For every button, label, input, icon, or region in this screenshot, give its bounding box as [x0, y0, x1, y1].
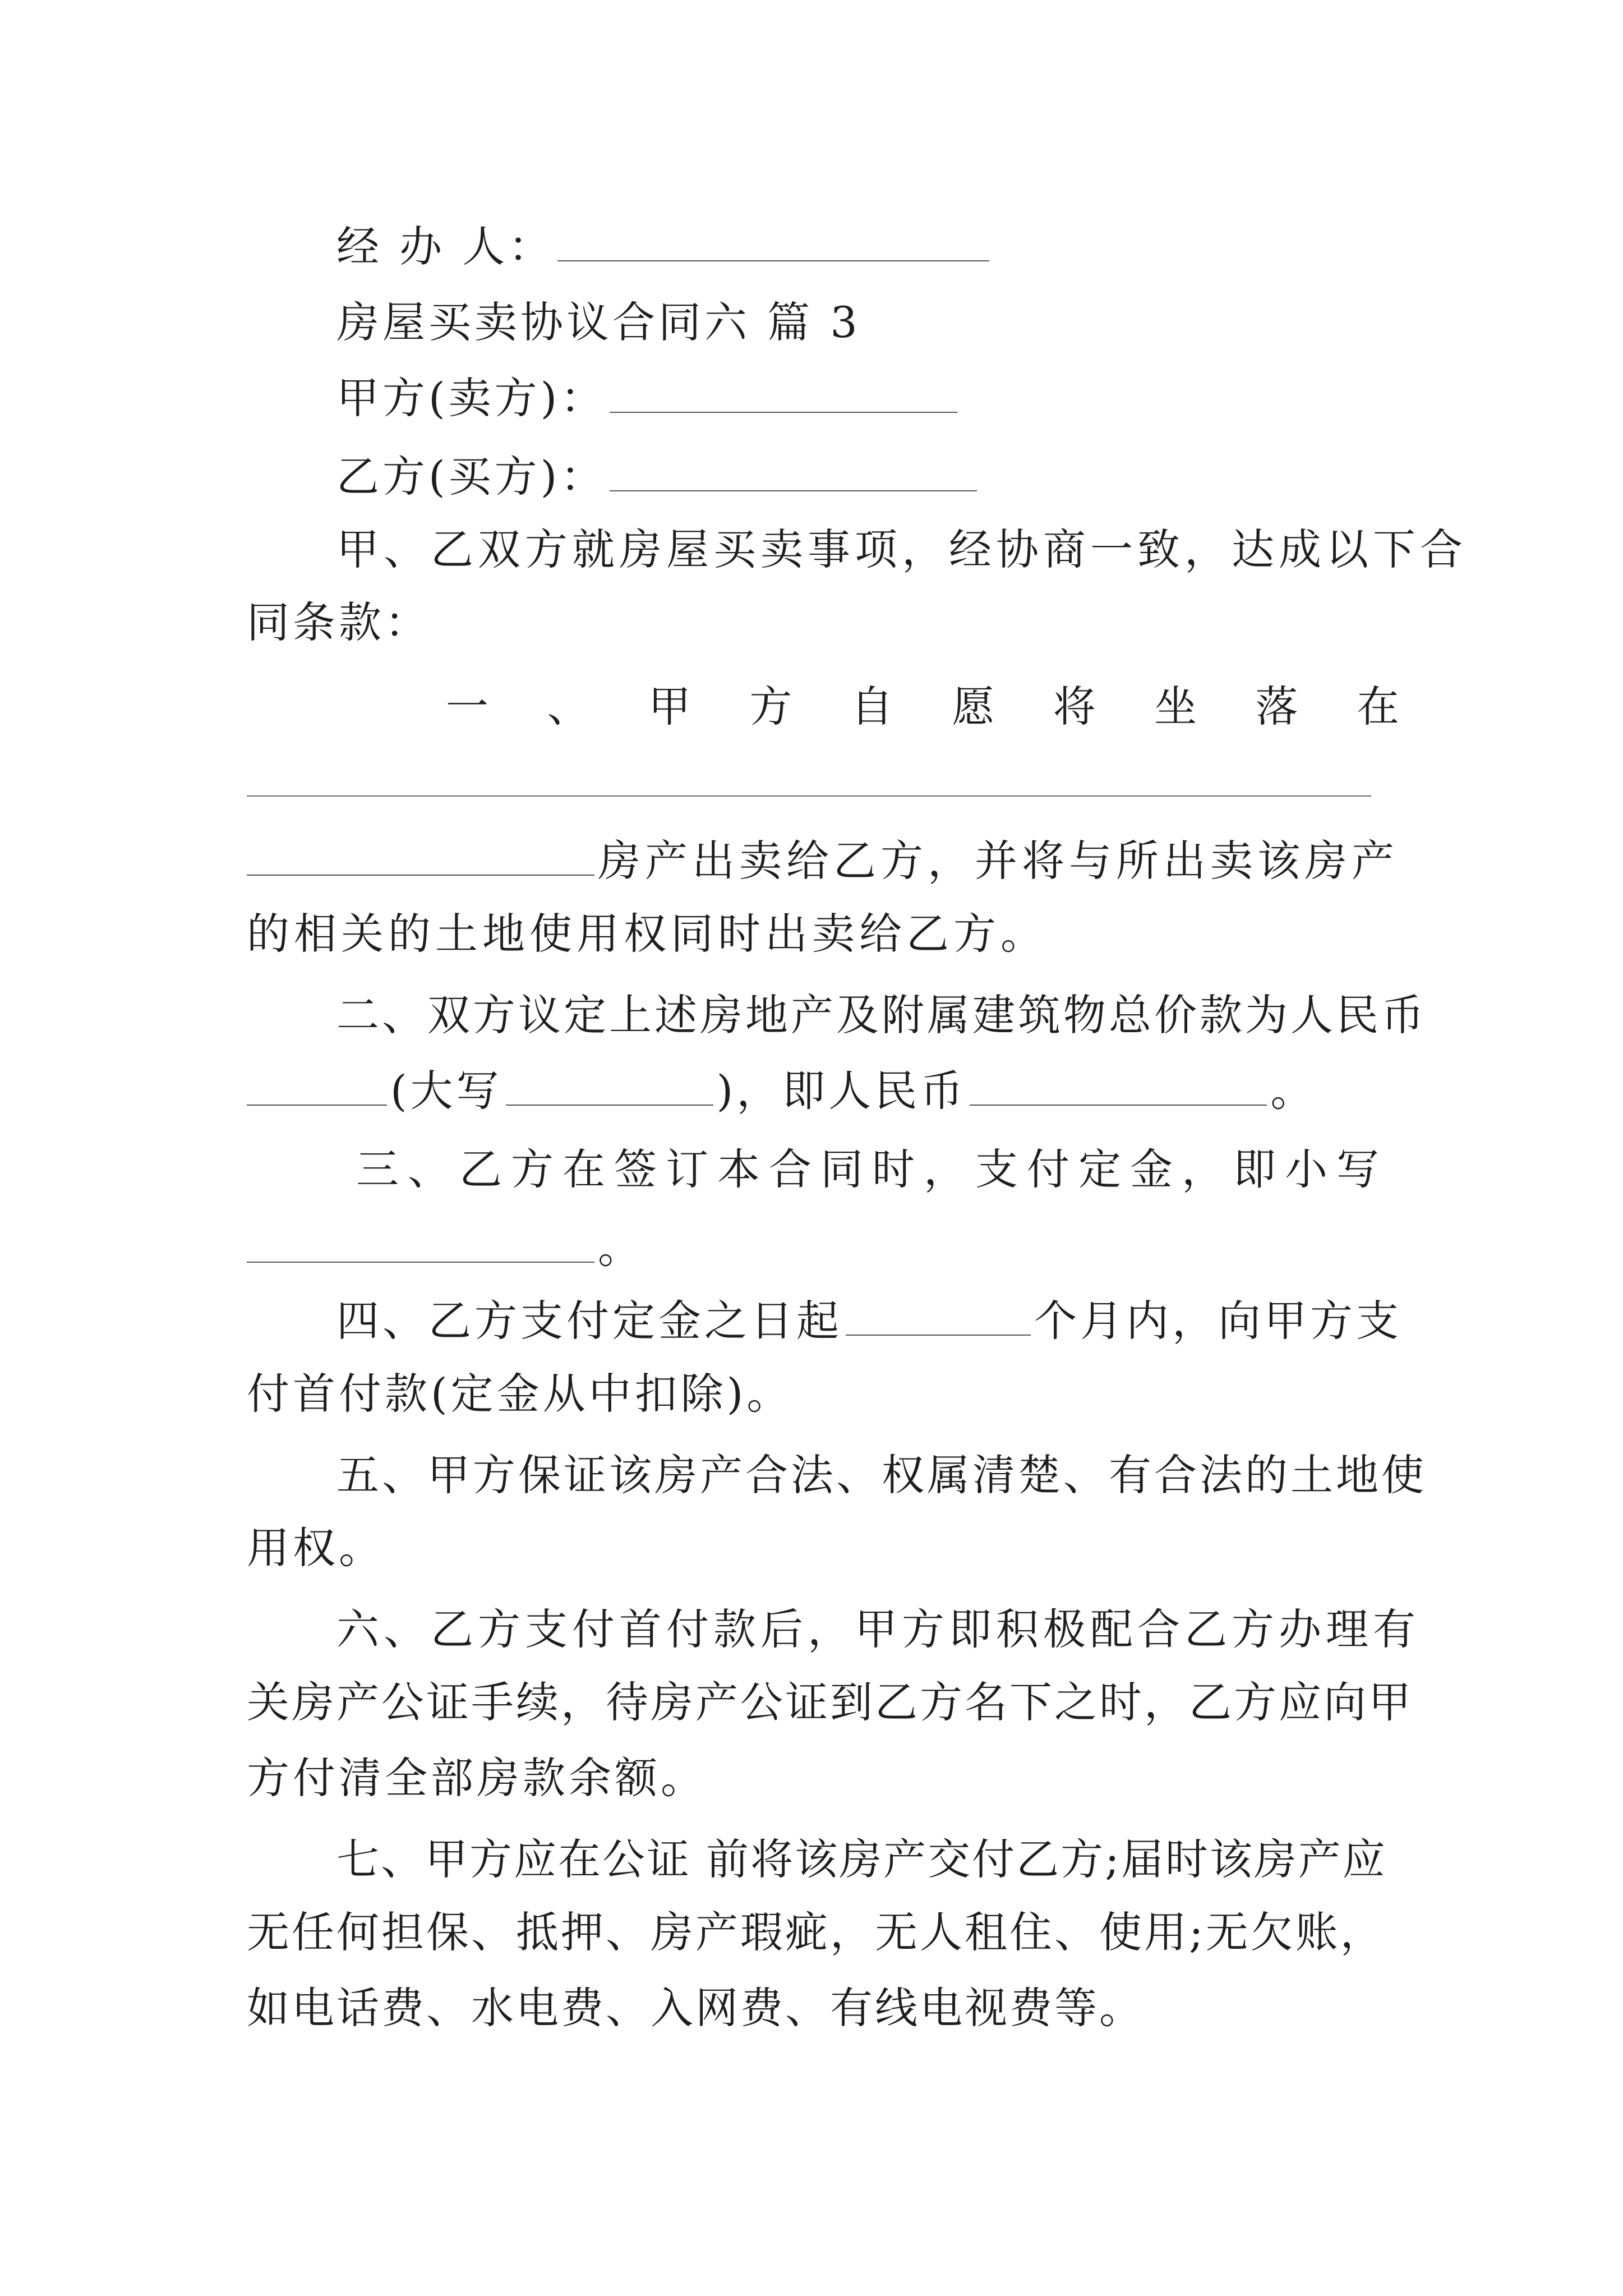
intro-line-2: 同条款： — [247, 597, 431, 647]
clause-4-text-a: 四、乙方支付定金之日起 — [336, 1296, 842, 1346]
party-a-label: 甲方(卖方)： — [336, 373, 607, 423]
clause-7-line-2: 无任何担保、抵押、房产瑕疵，无人租住、使用;无欠账， — [247, 1907, 1385, 1957]
clause-1-char: 在 — [1356, 682, 1399, 731]
deposit-blank — [247, 1222, 594, 1263]
address-blank-2 — [247, 835, 594, 876]
clause-1-char: 、 — [547, 682, 590, 731]
clause-1-char: 甲 — [648, 682, 691, 731]
clause-1-spaced-line — [446, 679, 1399, 735]
clause-1-line-4: 的相关的土地使用权同时出卖给乙方。 — [247, 909, 1048, 959]
party-b-label: 乙方(买方)： — [336, 452, 607, 501]
clause-3-line-2 — [247, 1220, 644, 1276]
intro-line-1: 甲、乙双方就房屋买卖事项，经协商一致，达成以下合 — [336, 524, 1467, 574]
clause-2-line-1: 二、双方议定上述房地产及附属建筑物总价款为人民币 — [336, 990, 1427, 1040]
party-a-blank — [610, 372, 957, 413]
price-rmb-blank — [970, 1065, 1267, 1106]
handler-line — [336, 219, 993, 275]
clause-1-char: 一 — [446, 682, 488, 731]
clause-6-line-2: 关房产公证手续，待房产公证到乙方名下之时，乙方应向甲 — [247, 1677, 1413, 1727]
clause-6-line-3: 方付清全部房款余额。 — [247, 1753, 707, 1803]
clause-1-char: 方 — [749, 682, 792, 731]
clause-2-rmb-label: )，即人民币 — [716, 1066, 967, 1116]
party-a-line — [336, 370, 961, 426]
party-b-blank — [610, 451, 977, 491]
clause-1-line-3 — [247, 833, 1399, 889]
clause-3-end: 。 — [598, 1223, 644, 1273]
price-blank — [247, 1065, 387, 1106]
clause-1-char: 将 — [1053, 682, 1096, 731]
clause-1-char: 自 — [850, 682, 893, 731]
months-blank — [846, 1295, 1031, 1336]
clause-5-line-2: 用权。 — [247, 1523, 385, 1573]
clause-2-daxie-label: (大写 — [390, 1066, 502, 1116]
clause-1-char: 坐 — [1154, 682, 1197, 731]
clause-4-line-1 — [336, 1293, 1402, 1349]
clause-7-line-1: 七、甲方应在公证 前将该房产交付乙方;届时该房产应 — [336, 1834, 1387, 1884]
clause-4-text-b: 个月内，向甲方支 — [1034, 1296, 1402, 1346]
clause-7-line-3: 如电话费、水电费、入网费、有线电视费等。 — [247, 1983, 1144, 2033]
clause-2-end: 。 — [1270, 1066, 1317, 1116]
price-daxie-blank — [506, 1065, 713, 1106]
clause-2-line-2 — [247, 1063, 1316, 1119]
clause-1-text: 房产出卖给乙方，并将与所出卖该房产 — [598, 836, 1399, 886]
handler-blank — [557, 221, 989, 261]
address-blank-rule — [247, 795, 1371, 797]
clause-3-line-1: 三、乙方在签订本合同时，支付定金，即小写 — [356, 1144, 1388, 1194]
handler-label: 经 办 人： — [336, 222, 555, 272]
clause-1-char: 愿 — [952, 682, 995, 731]
clause-4-line-2: 付首付款(定金从中扣除)。 — [247, 1369, 793, 1419]
section-title: 房屋买卖协议合同六 篇 3 — [336, 297, 861, 347]
clause-1-char: 落 — [1255, 682, 1298, 731]
clause-6-line-1: 六、乙方支付首付款后，甲方即积极配合乙方办理有 — [336, 1604, 1420, 1654]
clause-5-line-1: 五、甲方保证该房产合法、权属清楚、有合法的土地使 — [336, 1450, 1427, 1500]
party-b-line — [336, 449, 980, 505]
